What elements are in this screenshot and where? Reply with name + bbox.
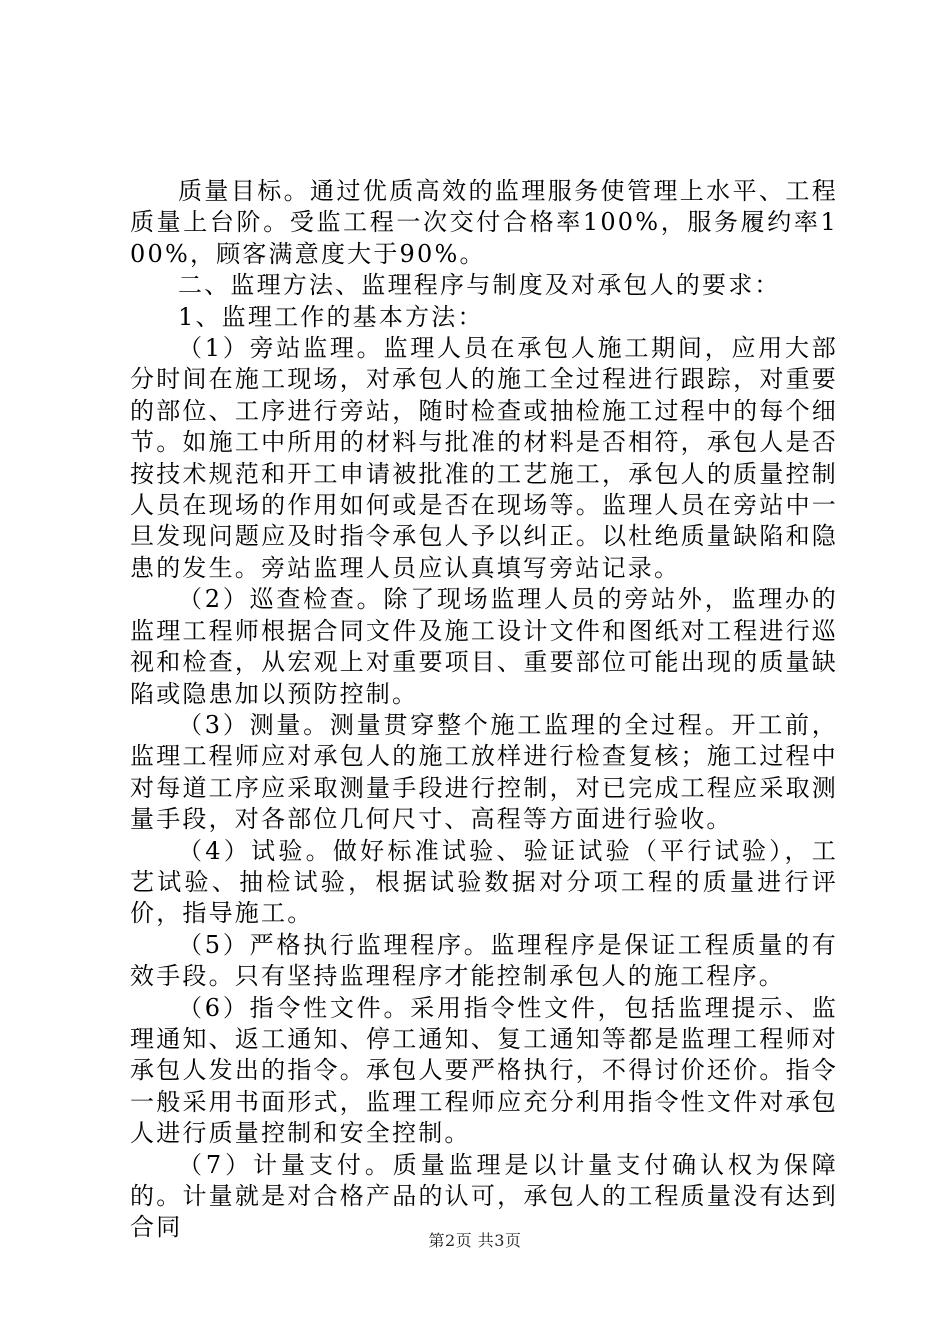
paragraph-measurement: （3）测量。测量贯穿整个施工监理的全过程。开工前，监理工程师应对承包人的施工放样进行检查复核；施工过程中对每道工序应采取测量手段进行控制，对已完成工程应采取测量手段，对各部位几何尺寸、高程等方面进行验收。 <box>130 710 838 834</box>
paragraph-testing: （4）试验。做好标准试验、验证试验（平行试验），工艺试验、抽检试验，根据试验数据对分项工程的质量进行评价，指导施工。 <box>130 836 838 928</box>
section-heading-methods: 二、监理方法、监理程序与制度及对承包人的要求： <box>178 271 781 300</box>
paragraph-procedure: （5）严格执行监理程序。监理程序是保证工程质量的有效手段。只有坚持监理程序才能控制承包人的施工程序。 <box>130 930 838 991</box>
subsection-heading-basic-methods: 1、监理工作的基本方法： <box>178 302 484 331</box>
page-number-footer: 第2页 共3页 <box>428 1231 522 1250</box>
paragraph-directive-documents: （6）指令性文件。采用指令性文件，包括监理提示、监理通知、返工通知、停工通知、复工通知等都是监理工程师对承包人发出的指令。承包人要严格执行，不得讨价还价。指令一般采用书面形式，监理工程师应充分利用指令性文件对承包人进行质量控制和安全控制。 <box>130 993 838 1148</box>
paragraph-quality-goal: 质量目标。通过优质高效的监理服务使管理上水平、工程质量上台阶。受监工程一次交付合格率100%，服务履约率100%，顾客满意度大于90%。 <box>130 177 838 268</box>
paragraph-side-supervision: （1）旁站监理。监理人员在承包人施工期间，应用大部分时间在施工现场，对承包人的施工全过程进行跟踪，对重要的部位、工序进行旁站，随时检查或抽检施工过程中的每个细节。如施工中所用的材料与批准的材料是否相符，承包人是否按技术规范和开工申请被批准的工艺施工，承包人的质量控制人员在现场的作用如何或是否在现场等。监理人员在旁站中一旦发现问题应及时指令承包人予以纠正。以杜绝质量缺陷和隐患的发生。旁站监理人员应认真填写旁站记录。 <box>130 334 838 582</box>
paragraph-inspection: （2）巡查检查。除了现场监理人员的旁站外，监理办的监理工程师根据合同文件及施工设计文件和图纸对工程进行巡视和检查，从宏观上对重要项目、重要部位可能出现的质量缺陷或隐患加以预防控制。 <box>130 585 838 708</box>
paragraph-metered-payment: （7）计量支付。质量监理是以计量支付确认权为保障的。计量就是对合格产品的认可，承包人的工程质量没有达到合同 <box>130 1150 838 1242</box>
document-body <box>130 176 838 1244</box>
